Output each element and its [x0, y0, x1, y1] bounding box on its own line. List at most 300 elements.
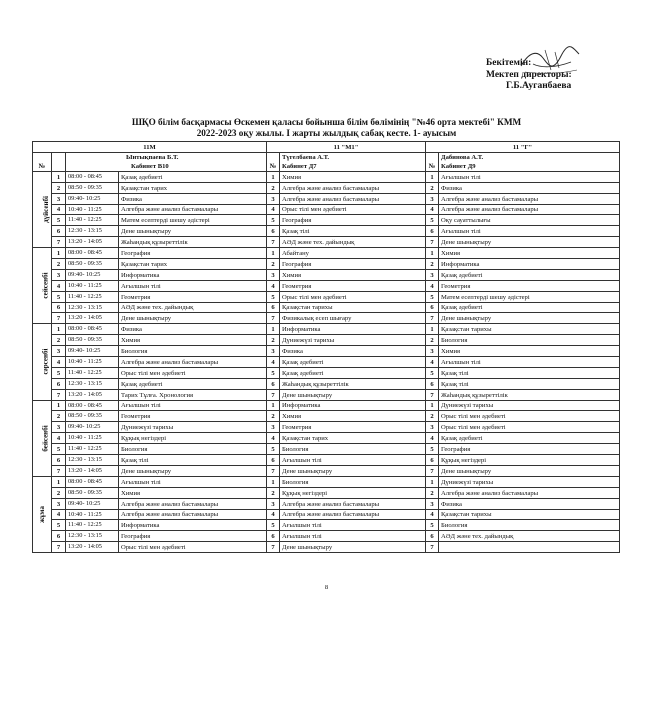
lesson-number: 3 [267, 346, 280, 357]
lesson-row [33, 313, 620, 324]
lesson-number: 4 [426, 357, 439, 368]
lesson-number: 4 [267, 433, 280, 444]
lesson-number: 5 [426, 367, 439, 378]
day-name: дүйсенбі [41, 196, 50, 223]
lesson-number: 1 [267, 476, 280, 487]
lesson-subject-class-2: Ағылшын тілі [280, 520, 426, 531]
lesson-time: 08:50 - 09:35 [66, 259, 119, 270]
lesson-subject-class-2: Химия [280, 411, 426, 422]
lesson-time: 10:40 - 11:25 [66, 280, 119, 291]
day-cell [33, 248, 52, 324]
lesson-number: 6 [52, 226, 66, 237]
lesson-time: 11:40 - 12:25 [66, 520, 119, 531]
lesson-number: 5 [426, 444, 439, 455]
lesson-number: 1 [426, 171, 439, 182]
lesson-number: 3 [52, 346, 66, 357]
teacher-cell [439, 152, 620, 171]
lesson-number: 2 [426, 259, 439, 270]
lesson-time: 09:40- 10:25 [66, 269, 119, 280]
lesson-subject-class-3: АӘД және тех. дайындық [439, 531, 620, 542]
lesson-row [33, 465, 620, 476]
lesson-subject-class-2: Химия [280, 171, 426, 182]
lesson-number: 7 [267, 237, 280, 248]
lesson-subject-class-3: Ағылшын тілі [439, 171, 620, 182]
lesson-subject-class-3: Қазақ тілі [439, 367, 620, 378]
lesson-time: 09:40- 10:25 [66, 422, 119, 433]
lesson-time: 11:40 - 12:25 [66, 291, 119, 302]
document-subtitle: 2022-2023 оқу жылы. I жарты жылдық сабақ кесте. 1- ауысым [196, 128, 457, 138]
approval-director: Мектеп директоры: [486, 69, 572, 80]
lesson-subject-class-3: Қазақ әдебиеті [439, 433, 620, 444]
lesson-number: 7 [426, 389, 439, 400]
lesson-subject-class-2: География [280, 259, 426, 270]
lesson-subject-class-2: Ағылшын тілі [280, 455, 426, 466]
lesson-subject-class-1: Қазақ тілі [119, 455, 267, 466]
lesson-number: 2 [426, 487, 439, 498]
day-name: бейсенбі [41, 425, 50, 452]
day-cell [33, 476, 52, 552]
lesson-subject-class-1: Физика [119, 193, 267, 204]
lesson-row [33, 182, 620, 193]
lesson-row [33, 259, 620, 270]
lesson-number: 2 [267, 411, 280, 422]
lesson-row [33, 248, 620, 259]
lesson-time: 08:50 - 09:35 [66, 182, 119, 193]
lesson-row [33, 269, 620, 280]
lesson-number: 6 [267, 531, 280, 542]
lesson-subject-class-2: Биология [280, 444, 426, 455]
lesson-subject-class-2: Алгебра және анализ бастамалары [280, 509, 426, 520]
lesson-subject-class-3: Биология [439, 335, 620, 346]
lesson-subject-class-2: Алгебра және анализ бастамалары [280, 182, 426, 193]
lesson-subject-class-3: Алгебра және анализ бастамалары [439, 193, 620, 204]
lesson-subject-class-1: Алгебра және анализ бастамалары [119, 498, 267, 509]
lesson-time: 08:50 - 09:35 [66, 487, 119, 498]
lesson-number: 1 [426, 476, 439, 487]
day-name: жұма [37, 506, 46, 523]
lesson-subject-class-3: Химия [439, 346, 620, 357]
lesson-number: 5 [267, 367, 280, 378]
document-title: ШҚО білім басқармасы Өскемен қаласы бойынша білім бөлімінің "№46 орта мектебі" КММ [131, 117, 522, 127]
lesson-subject-class-1: Биология [119, 444, 267, 455]
lesson-number: 1 [426, 400, 439, 411]
lesson-subject-class-1: Қазақ әдебиеті [119, 171, 267, 182]
lesson-row [33, 444, 620, 455]
lesson-row [33, 520, 620, 531]
lesson-subject-class-3: Физика [439, 498, 620, 509]
lesson-subject-class-1: Тарих Тұлға. Хронология [119, 389, 267, 400]
lesson-subject-class-3: Құқық негіздері [439, 455, 620, 466]
lesson-subject-class-1: Ағылшын тілі [119, 476, 267, 487]
lesson-row [33, 476, 620, 487]
lesson-time: 09:40- 10:25 [66, 498, 119, 509]
lesson-number: 2 [52, 487, 66, 498]
lesson-row [33, 215, 620, 226]
teacher-name: Ынтықпаева Б.Т. [126, 153, 179, 161]
lesson-subject-class-1: География [119, 248, 267, 259]
lesson-number: 4 [426, 433, 439, 444]
lesson-row [33, 357, 620, 368]
lesson-number: 6 [426, 531, 439, 542]
lesson-number: 2 [426, 411, 439, 422]
lesson-subject-class-2: Қазақ әдебиеті [280, 357, 426, 368]
lesson-subject-class-2: Орыс тілі мен әдебиеті [280, 291, 426, 302]
lesson-number: 7 [267, 465, 280, 476]
lesson-time: 10:40 - 11:25 [66, 509, 119, 520]
lesson-number: 5 [267, 215, 280, 226]
lesson-subject-class-3: Қазақ тілі [439, 378, 620, 389]
lesson-subject-class-1: Биология [119, 346, 267, 357]
lesson-number: 7 [52, 389, 66, 400]
lesson-row [33, 335, 620, 346]
lesson-number: 5 [267, 520, 280, 531]
lesson-number: 4 [267, 509, 280, 520]
lesson-number: 3 [52, 422, 66, 433]
lesson-subject-class-2: Химия [280, 269, 426, 280]
lesson-time: 08:00 - 08:45 [66, 248, 119, 259]
lesson-subject-class-2: Информатика [280, 400, 426, 411]
page-number: 8 [324, 584, 329, 591]
day-cell [33, 324, 52, 400]
lesson-subject-class-3: Орыс тілі мен әдебиеті [439, 411, 620, 422]
lesson-subject-class-3: Дүниежүзі тарихы [439, 476, 620, 487]
lesson-number: 4 [52, 433, 66, 444]
lesson-subject-class-1: АӘД және тех. дайындық [119, 302, 267, 313]
lesson-time: 08:00 - 08:45 [66, 324, 119, 335]
lesson-subject-class-3: Дене шынықтыру [439, 313, 620, 324]
lesson-number: 3 [52, 498, 66, 509]
lesson-subject-class-2: Қазақстан тарихы [280, 302, 426, 313]
lesson-number: 3 [426, 346, 439, 357]
lesson-subject-class-1: Алгебра және анализ бастамалары [119, 357, 267, 368]
lesson-number: 6 [267, 226, 280, 237]
lesson-number: 7 [52, 313, 66, 324]
lesson-number: 1 [52, 400, 66, 411]
lesson-subject-class-2: Қазақстан тарих [280, 433, 426, 444]
lesson-number: 7 [52, 465, 66, 476]
lesson-subject-class-2: Дене шынықтыру [280, 542, 426, 553]
lesson-row [33, 433, 620, 444]
lesson-number: 3 [426, 422, 439, 433]
lesson-subject-class-3: Қазақ әдебиеті [439, 302, 620, 313]
lesson-subject-class-1: Қазақстан тарих [119, 259, 267, 270]
teacher-name: Дабинова А.Т. [441, 153, 484, 161]
lesson-subject-class-1: Физика [119, 324, 267, 335]
lesson-time: 12:30 - 13:15 [66, 531, 119, 542]
lesson-number: 7 [426, 465, 439, 476]
lesson-subject-class-1: Матем есептерді шешу әдістері [119, 215, 267, 226]
lesson-subject-class-2: Абайтану [280, 248, 426, 259]
lesson-row [33, 291, 620, 302]
lesson-number: 3 [52, 193, 66, 204]
lesson-subject-class-3: Қазақстан тарихы [439, 324, 620, 335]
teacher-cell [66, 152, 267, 171]
lesson-time: 09:40- 10:25 [66, 193, 119, 204]
lesson-subject-class-3: Геометрия [439, 280, 620, 291]
lesson-number: 6 [267, 378, 280, 389]
lesson-row [33, 346, 620, 357]
lesson-number: 6 [267, 455, 280, 466]
lesson-number: 2 [267, 487, 280, 498]
lesson-subject-class-1: Қазақстан тарих [119, 182, 267, 193]
lesson-subject-class-1: Дене шынықтыру [119, 465, 267, 476]
lesson-time: 12:30 - 13:15 [66, 455, 119, 466]
lesson-row [33, 324, 620, 335]
lesson-subject-class-1: Орыс тілі мен әдебиеті [119, 542, 267, 553]
lesson-number: 1 [52, 476, 66, 487]
lesson-subject-class-3: Жаһандық құзыреттілік [439, 389, 620, 400]
lesson-number: 7 [52, 542, 66, 553]
lesson-number: 2 [52, 411, 66, 422]
schedule-table [32, 141, 620, 553]
lesson-row [33, 302, 620, 313]
lesson-subject-class-2: География [280, 215, 426, 226]
lesson-number: 2 [267, 335, 280, 346]
lesson-number: 6 [52, 531, 66, 542]
lesson-row [33, 487, 620, 498]
lesson-subject-class-1: Қазақ әдебиеті [119, 378, 267, 389]
lesson-number: 7 [426, 542, 439, 553]
lesson-subject-class-3: Дүниежүзі тарихы [439, 400, 620, 411]
lesson-time: 11:40 - 12:25 [66, 367, 119, 378]
num-header: № [33, 152, 52, 171]
lesson-number: 4 [426, 280, 439, 291]
lesson-time: 08:50 - 09:35 [66, 411, 119, 422]
lesson-number: 5 [52, 291, 66, 302]
lesson-number: 6 [52, 378, 66, 389]
lesson-subject-class-2: Информатика [280, 324, 426, 335]
lesson-subject-class-3: География [439, 444, 620, 455]
teacher-cabinet: Кабинет В10 [131, 162, 169, 170]
lesson-number: 4 [267, 280, 280, 291]
lesson-number: 3 [267, 193, 280, 204]
lesson-number: 7 [267, 389, 280, 400]
lesson-subject-class-2: Геометрия [280, 422, 426, 433]
lesson-number: 3 [426, 193, 439, 204]
lesson-subject-class-3: Қазақстан тарихы [439, 509, 620, 520]
lesson-subject-class-3: Қазақ әдебиеті [439, 269, 620, 280]
lesson-time: 13:20 - 14:05 [66, 389, 119, 400]
lesson-subject-class-2: АӘД және тех. дайындық [280, 237, 426, 248]
day-name: сәрсенбі [41, 349, 50, 375]
lesson-subject-class-3: Алгебра және анализ бастамалары [439, 204, 620, 215]
class-header: 11 "Г" [426, 142, 620, 153]
lesson-number: 7 [52, 237, 66, 248]
lesson-number: 5 [267, 291, 280, 302]
lesson-number: 1 [267, 248, 280, 259]
lesson-number: 5 [52, 215, 66, 226]
lesson-row [33, 389, 620, 400]
lesson-number: 2 [267, 182, 280, 193]
lesson-subject-class-1: Алгебра және анализ бастамалары [119, 204, 267, 215]
lesson-row [33, 193, 620, 204]
lesson-number: 6 [267, 302, 280, 313]
lesson-subject-class-1: Информатика [119, 269, 267, 280]
lesson-subject-class-1: География [119, 531, 267, 542]
lesson-time: 09:40- 10:25 [66, 346, 119, 357]
lesson-number: 4 [267, 204, 280, 215]
lesson-subject-class-2: Орыс тілі мен әдебиеті [280, 204, 426, 215]
lesson-row [33, 542, 620, 553]
lesson-number: 4 [426, 509, 439, 520]
lesson-number: 6 [52, 455, 66, 466]
lesson-row [33, 378, 620, 389]
day-name: сейсенбі [41, 272, 50, 299]
lesson-number: 1 [52, 248, 66, 259]
lesson-subject-class-1: Ағылшын тілі [119, 280, 267, 291]
lesson-time: 08:00 - 08:45 [66, 171, 119, 182]
lesson-number: 2 [426, 182, 439, 193]
lesson-number: 3 [52, 269, 66, 280]
lesson-subject-class-2: Қазақ әдебиеті [280, 367, 426, 378]
lesson-subject-class-2: Ағылшын тілі [280, 531, 426, 542]
approval-label: Бекітемін: [486, 58, 532, 68]
day-cell [33, 400, 52, 476]
lesson-row [33, 226, 620, 237]
lesson-number: 4 [52, 204, 66, 215]
lesson-subject-class-1: Химия [119, 487, 267, 498]
lesson-number: 5 [426, 291, 439, 302]
day-cell [33, 171, 52, 247]
lesson-number: 7 [267, 313, 280, 324]
lesson-subject-class-1: Дүниежүзі тарихы [119, 422, 267, 433]
lesson-row [33, 531, 620, 542]
lesson-subject-class-2: Физикалық есеп шығару [280, 313, 426, 324]
teacher-cell [280, 152, 426, 171]
lesson-row [33, 455, 620, 466]
lesson-time: 08:00 - 08:45 [66, 400, 119, 411]
lesson-row [33, 237, 620, 248]
teacher-cabinet: Кабинет Д9 [441, 162, 476, 170]
lesson-row [33, 367, 620, 378]
lesson-subject-class-3: Физика [439, 182, 620, 193]
num-header: № [267, 152, 280, 171]
lesson-time: 12:30 - 13:15 [66, 302, 119, 313]
lesson-subject-class-3: Информатика [439, 259, 620, 270]
lesson-subject-class-2: Дүниежүзі тарихы [280, 335, 426, 346]
signature-image [515, 44, 585, 78]
lesson-number: 3 [267, 498, 280, 509]
lesson-subject-class-2: Құқық негіздері [280, 487, 426, 498]
lesson-subject-class-1: Геометрия [119, 291, 267, 302]
lesson-number: 4 [426, 204, 439, 215]
lesson-time: 12:30 - 13:15 [66, 378, 119, 389]
lesson-subject-class-2: Геометрия [280, 280, 426, 291]
lesson-time: 13:20 - 14:05 [66, 542, 119, 553]
lesson-subject-class-3: Алгебра және анализ бастамалары [439, 487, 620, 498]
lesson-subject-class-2: Биология [280, 476, 426, 487]
lesson-subject-class-1: Ағылшын тілі [119, 400, 267, 411]
lesson-number: 2 [267, 259, 280, 270]
lesson-time: 11:40 - 12:25 [66, 215, 119, 226]
lesson-number: 1 [426, 324, 439, 335]
lesson-number: 6 [426, 226, 439, 237]
lesson-number: 4 [267, 357, 280, 368]
lesson-number: 2 [52, 182, 66, 193]
lesson-number: 1 [426, 248, 439, 259]
lesson-row [33, 498, 620, 509]
lesson-time: 10:40 - 11:25 [66, 204, 119, 215]
lesson-time: 13:20 - 14:05 [66, 237, 119, 248]
lesson-subject-class-3: Дене шынықтыру [439, 465, 620, 476]
lesson-time: 12:30 - 13:15 [66, 226, 119, 237]
lesson-subject-class-1: Дене шынықтыру [119, 313, 267, 324]
lesson-time: 08:50 - 09:35 [66, 335, 119, 346]
lesson-number: 5 [426, 520, 439, 531]
lesson-number: 6 [426, 378, 439, 389]
lesson-subject-class-1: Алгебра және анализ бастамалары [119, 509, 267, 520]
lesson-time: 10:40 - 11:25 [66, 433, 119, 444]
lesson-number: 5 [52, 444, 66, 455]
lesson-number: 1 [267, 171, 280, 182]
lesson-number: 1 [52, 324, 66, 335]
lesson-number: 4 [52, 509, 66, 520]
lesson-row [33, 171, 620, 182]
lesson-row [33, 509, 620, 520]
lesson-number: 5 [52, 520, 66, 531]
lesson-subject-class-2: Алгебра және анализ бастамалары [280, 498, 426, 509]
lesson-row [33, 280, 620, 291]
lesson-subject-class-2: Алгебра және анализ бастамалары [280, 193, 426, 204]
lesson-time: 10:40 - 11:25 [66, 357, 119, 368]
lesson-subject-class-2: Жаһандық құзыреттілік [280, 378, 426, 389]
lesson-subject-class-1: Информатика [119, 520, 267, 531]
lesson-number: 7 [426, 313, 439, 324]
lesson-number: 7 [267, 542, 280, 553]
lesson-subject-class-3: Оқу сауаттылығы [439, 215, 620, 226]
lesson-subject-class-1: Құқық негіздері [119, 433, 267, 444]
lesson-row [33, 204, 620, 215]
lesson-time: 08:00 - 08:45 [66, 476, 119, 487]
lesson-number: 2 [426, 335, 439, 346]
lesson-number: 3 [426, 269, 439, 280]
lesson-subject-class-2: Қазақ тілі [280, 226, 426, 237]
lesson-subject-class-1: Геометрия [119, 411, 267, 422]
lesson-row [33, 422, 620, 433]
lesson-number: 4 [52, 280, 66, 291]
lesson-subject-class-3 [439, 542, 620, 553]
lesson-subject-class-3: Биология [439, 520, 620, 531]
lesson-subject-class-2: Физика [280, 346, 426, 357]
lesson-subject-class-3: Химия [439, 248, 620, 259]
lesson-subject-class-1: Орыс тілі мен әдебиеті [119, 367, 267, 378]
lesson-number: 4 [52, 357, 66, 368]
lesson-subject-class-3: Орыс тілі мен әдебиеті [439, 422, 620, 433]
lesson-number: 5 [267, 444, 280, 455]
lesson-number: 2 [52, 335, 66, 346]
class-header: 11M [33, 142, 267, 153]
lesson-number: 6 [426, 455, 439, 466]
lesson-time: 13:20 - 14:05 [66, 465, 119, 476]
lesson-time: 11:40 - 12:25 [66, 444, 119, 455]
lesson-subject-class-1: Дене шынықтыру [119, 226, 267, 237]
lesson-number: 5 [426, 215, 439, 226]
lesson-subject-class-2: Дене шынықтыру [280, 389, 426, 400]
lesson-subject-class-1: Жаһандық құзыреттілік [119, 237, 267, 248]
lesson-number: 3 [267, 269, 280, 280]
lesson-subject-class-3: Матем есептерді шешу әдістері [439, 291, 620, 302]
lesson-number: 6 [52, 302, 66, 313]
lesson-subject-class-3: Ағылшын тілі [439, 357, 620, 368]
lesson-number: 3 [267, 422, 280, 433]
lesson-subject-class-3: Ағылшын тілі [439, 226, 620, 237]
teacher-cabinet: Кабинет Д7 [282, 162, 317, 170]
lesson-row [33, 400, 620, 411]
lesson-number: 1 [267, 400, 280, 411]
lesson-time: 13:20 - 14:05 [66, 313, 119, 324]
class-header-row [33, 142, 620, 153]
lesson-subject-class-3: Дене шынықтыру [439, 237, 620, 248]
